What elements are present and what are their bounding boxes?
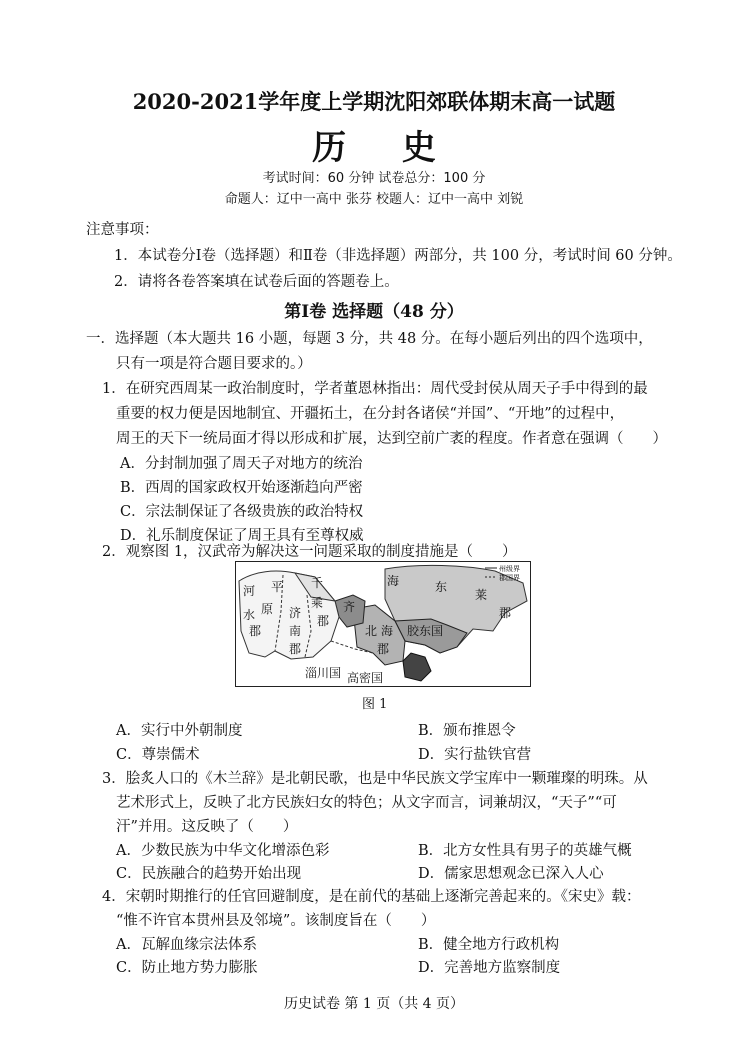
page-footer: 历史试卷 第 1 页（共 4 页） — [283, 996, 465, 1012]
q4-option-b[interactable]: B．健全地方行政机构 — [418, 937, 560, 953]
q3-stem-line-3: 汗”并用。这反映了（ ） — [116, 819, 298, 835]
map-label: 平 — [271, 580, 284, 594]
q2-option-a[interactable]: A．实行中外朝制度 — [116, 723, 243, 739]
q4-stem-line-2: “惟不许官本贯州县及邻境”。该制度旨在（ ） — [116, 913, 436, 929]
map-label: 原 — [261, 602, 274, 616]
han-commandery-map — [235, 561, 531, 687]
q3-stem-line-2: 艺术形式上，反映了北方民族妇女的特色；从文字而言，词兼胡汉，“天子”“可 — [116, 795, 617, 811]
subject-title: 历 史 — [312, 128, 458, 168]
notice-item-2: 2．请将各卷答案填在试卷后面的答题卷上。 — [114, 274, 399, 290]
q3-option-a[interactable]: A．少数民族为中华文化增添色彩 — [116, 843, 330, 859]
map-label: 胶东国 — [407, 624, 444, 638]
map-label: 齐 — [343, 600, 356, 614]
map-label: 水 — [243, 608, 256, 622]
map-label: 千 — [311, 576, 324, 590]
map-label: 高密国 — [347, 671, 384, 685]
map-label: 郡 — [249, 624, 262, 638]
figure-caption: 图 1 — [362, 697, 388, 712]
section-title: 第Ⅰ卷 选择题（48 分） — [284, 302, 464, 322]
map-figure — [235, 561, 531, 687]
map-label: 郡 — [499, 606, 512, 620]
q4-stem-line-1: 4．宋朝时期推行的任官回避制度，是在前代的基础上逐渐完善起来的。《宋史》载： — [102, 889, 641, 905]
q3-option-b[interactable]: B．北方女性具有男子的英雄气概 — [418, 843, 632, 859]
exam-info: 考试时间：60 分钟 试卷总分：100 分 — [262, 171, 486, 186]
map-label: 莱 — [475, 588, 488, 602]
map-label: 海 — [387, 574, 400, 588]
map-label: 东 — [435, 580, 448, 594]
q2-option-c[interactable]: C．尊崇儒术 — [116, 747, 200, 763]
q4-option-c[interactable]: C．防止地方势力膨胀 — [116, 960, 258, 976]
exam-authors: 命题人：辽中一高中 张芬 校题人：辽中一高中 刘锐 — [224, 192, 524, 207]
q1-stem-line-1: 1．在研究西周某一政治制度时，学者董恩林指出：周代受封侯从周天子手中得到的最 — [102, 381, 648, 397]
q2-option-d[interactable]: D．实行盐铁官营 — [418, 747, 532, 763]
map-label: 郡 — [377, 642, 390, 656]
exam-title: 2020-2021学年度上学期沈阳郊联体期末高一试题 — [132, 89, 616, 114]
map-label: 郡 — [289, 642, 302, 656]
map-label: 淄川国 — [305, 666, 342, 680]
map-label: 南 — [289, 624, 302, 638]
legend-label: 郡国界 — [499, 574, 520, 582]
q1-option-d[interactable]: D．礼乐制度保证了周王具有至尊权威 — [120, 528, 364, 544]
map-label: 济 — [289, 606, 302, 620]
map-label: 乘 — [311, 596, 324, 610]
q3-stem-line-1: 3．脍炙人口的《木兰辞》是北朝民歌，也是中华民族文学宝库中一颗璀璨的明珠。从 — [102, 771, 648, 787]
section-instruction-2: 只有一项是符合题目要求的。） — [116, 356, 312, 372]
q1-option-b[interactable]: B．西周的国家政权开始逐渐趋向严密 — [120, 480, 363, 496]
notice-item-1: 1．本试卷分Ⅰ卷（选择题）和Ⅱ卷（非选择题）两部分，共 100 分，考试时间 60 分钟。 — [114, 248, 682, 264]
q3-option-c[interactable]: C．民族融合的趋势开始出现 — [116, 866, 302, 882]
map-label: 河 — [243, 584, 256, 598]
q4-option-a[interactable]: A．瓦解血缘宗法体系 — [116, 937, 257, 953]
map-label: 北 — [365, 624, 378, 638]
q3-option-d[interactable]: D．儒家思想观念已深入人心 — [418, 866, 604, 882]
q1-stem-line-2: 重要的权力便是因地制宜、开疆拓土，在分封各诸侯“并国”、“开地”的过程中， — [116, 406, 625, 422]
map-label: 海 — [381, 624, 394, 638]
notice-heading: 注意事项： — [86, 222, 159, 238]
q1-option-a[interactable]: A．分封制加强了周天子对地方的统治 — [120, 456, 363, 472]
q2-stem: 2．观察图 1，汉武帝为解决这一问题采取的制度措施是（ ） — [102, 544, 517, 560]
legend-label: 州级界 — [499, 565, 520, 573]
q2-option-b[interactable]: B．颁布推恩令 — [418, 723, 516, 739]
q1-option-c[interactable]: C．宗法制保证了各级贵族的政治特权 — [120, 504, 364, 520]
q1-stem-line-3: 周王的天下一统局面才得以形成和扩展，达到空前广袤的程度。作者意在强调（ ） — [116, 431, 667, 447]
map-label: 郡 — [317, 614, 330, 628]
section-instruction-1: 一．选择题（本大题共 16 小题，每题 3 分，共 48 分。在每小题后列出的四个选项中， — [86, 331, 653, 347]
q4-option-d[interactable]: D．完善地方监察制度 — [418, 960, 561, 976]
